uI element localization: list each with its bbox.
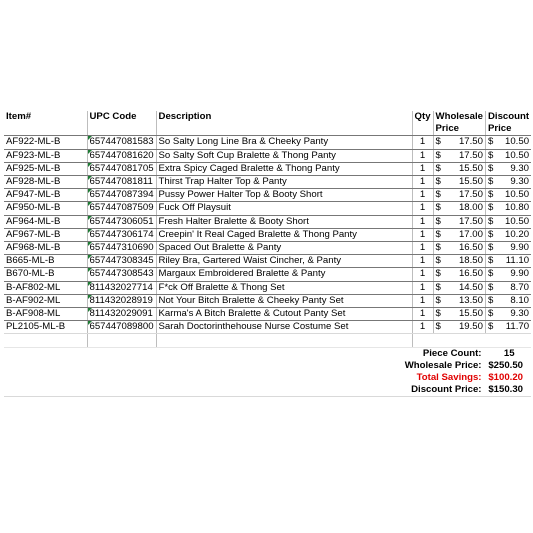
- upc-code: 657447308543: [87, 268, 156, 281]
- currency-symbol: $: [435, 281, 441, 293]
- discount-price: $ 11.10: [485, 255, 531, 268]
- item-qty: 1: [412, 202, 433, 215]
- table-row: [4, 281, 531, 294]
- item-qty: 1: [412, 228, 433, 241]
- discount-price: $ 10.50: [485, 136, 531, 149]
- table-row: [4, 268, 531, 281]
- table-row: [4, 149, 531, 162]
- currency-symbol: $: [435, 255, 441, 267]
- cell-marker-icon: [88, 321, 92, 325]
- header-qty: Qty: [412, 111, 433, 123]
- cell-marker-icon: [88, 202, 92, 206]
- table-row: [4, 136, 531, 149]
- currency-symbol: $: [435, 202, 441, 214]
- item-qty: 1: [412, 162, 433, 175]
- wholesale-price: $ 16.50: [433, 268, 485, 281]
- item-description: Spaced Out Bralette & Panty: [156, 242, 412, 255]
- summary-piece-count: [4, 347, 531, 360]
- wholesale-total-label: Wholesale Price:: [404, 359, 482, 371]
- item-description: Extra Spicy Caged Bralette & Thong Panty: [156, 162, 412, 175]
- item-qty: 1: [412, 189, 433, 202]
- item-number: B665-ML-B: [4, 255, 87, 268]
- item-description: So Salty Soft Cup Bralette & Thong Panty: [156, 149, 412, 162]
- header-discount-price: Price: [485, 123, 531, 136]
- currency-symbol: $: [435, 189, 441, 201]
- upc-code: 657447306051: [87, 215, 156, 228]
- currency-symbol: $: [435, 215, 441, 227]
- item-number: PL2105-ML-B: [4, 321, 87, 334]
- piece-count-value: 15: [503, 347, 515, 359]
- currency-symbol: $: [487, 255, 494, 267]
- blank-row: [4, 334, 531, 347]
- cell-marker-icon: [88, 229, 92, 233]
- item-qty: 1: [412, 281, 433, 294]
- item-description: Fresh Halter Bralette & Booty Short: [156, 215, 412, 228]
- discount-price: $ 9.30: [485, 176, 531, 189]
- table-row: [4, 321, 531, 334]
- piece-count-label: Piece Count:: [422, 347, 482, 359]
- upc-code: 811432027714: [87, 281, 156, 294]
- item-number: AF923-ML-B: [4, 149, 87, 162]
- currency-symbol: $: [487, 294, 494, 306]
- currency-symbol: $: [435, 321, 441, 333]
- wholesale-price: $ 15.50: [433, 308, 485, 321]
- item-description: Fuck Off Playsuit: [156, 202, 412, 215]
- table-row: [4, 162, 531, 175]
- currency-symbol: $: [435, 228, 441, 240]
- item-number: B-AF902-ML: [4, 294, 87, 307]
- table-row: [4, 176, 531, 189]
- wholesale-price: $ 17.50: [433, 189, 485, 202]
- currency-symbol: $: [435, 176, 441, 188]
- upc-code: 657447087394: [87, 189, 156, 202]
- item-description: F*ck Off Bralette & Thong Set: [156, 281, 412, 294]
- header-wholesale: Wholesale: [433, 111, 485, 123]
- currency-symbol: $: [487, 215, 494, 227]
- item-rows: [4, 136, 531, 334]
- item-number: AF928-ML-B: [4, 176, 87, 189]
- cell-marker-icon: [88, 308, 92, 312]
- table-row: [4, 215, 531, 228]
- header-item: Item#: [4, 111, 87, 123]
- item-description: Creepin' It Real Caged Bralette & Thong Panty: [156, 228, 412, 241]
- currency-symbol: $: [435, 268, 441, 280]
- upc-code: 811432029091: [87, 308, 156, 321]
- currency-symbol: $: [487, 308, 494, 320]
- currency-symbol: $: [487, 268, 494, 280]
- discount-price: $ 10.50: [485, 149, 531, 162]
- discount-price: $ 10.20: [485, 228, 531, 241]
- header-row-2: [4, 123, 531, 136]
- currency-symbol: $: [487, 228, 494, 240]
- upc-code: 657447087509: [87, 202, 156, 215]
- table-row: [4, 242, 531, 255]
- item-qty: 1: [412, 255, 433, 268]
- item-qty: 1: [412, 149, 433, 162]
- item-number: AF947-ML-B: [4, 189, 87, 202]
- item-number: AF968-ML-B: [4, 242, 87, 255]
- cell-marker-icon: [88, 163, 92, 167]
- item-number: B670-ML-B: [4, 268, 87, 281]
- spreadsheet: [4, 111, 531, 397]
- item-description: Riley Bra, Gartered Waist Cincher, & Panty: [156, 255, 412, 268]
- cell-marker-icon: [88, 282, 92, 286]
- item-description: Not Your Bitch Bralette & Cheeky Panty Set: [156, 294, 412, 307]
- item-qty: 1: [412, 136, 433, 149]
- currency-symbol: $: [435, 149, 441, 161]
- summary-wholesale: [4, 360, 531, 372]
- currency-symbol: $: [435, 308, 441, 320]
- table-row: [4, 202, 531, 215]
- wholesale-price: $ 17.50: [433, 136, 485, 149]
- currency-symbol: $: [487, 176, 494, 188]
- summary-savings: [4, 372, 531, 384]
- item-description: Pussy Power Halter Top & Booty Short: [156, 189, 412, 202]
- item-qty: 1: [412, 294, 433, 307]
- table-row: [4, 255, 531, 268]
- item-qty: 1: [412, 242, 433, 255]
- wholesale-price: $ 19.50: [433, 321, 485, 334]
- header-description: Description: [156, 111, 412, 123]
- discount-total-value: $150.30: [485, 384, 531, 397]
- cell-marker-icon: [88, 268, 92, 272]
- item-number: AF964-ML-B: [4, 215, 87, 228]
- item-qty: 1: [412, 321, 433, 334]
- cell-marker-icon: [88, 255, 92, 259]
- table-row: [4, 189, 531, 202]
- wholesale-price: $ 13.50: [433, 294, 485, 307]
- discount-price: $ 9.30: [485, 162, 531, 175]
- wholesale-price: $ 18.00: [433, 202, 485, 215]
- wholesale-total-value: $250.50: [488, 359, 524, 371]
- upc-code: 657447081620: [87, 149, 156, 162]
- item-number: AF950-ML-B: [4, 202, 87, 215]
- upc-code: 657447310690: [87, 242, 156, 255]
- currency-symbol: $: [487, 281, 494, 293]
- discount-price: $ 9.90: [485, 268, 531, 281]
- item-number: AF922-ML-B: [4, 136, 87, 149]
- currency-symbol: $: [435, 294, 441, 306]
- cell-marker-icon: [88, 150, 92, 154]
- discount-price: $ 10.50: [485, 189, 531, 202]
- wholesale-price: $ 15.50: [433, 176, 485, 189]
- item-number: B-AF802-ML: [4, 281, 87, 294]
- item-number: B-AF908-ML: [4, 308, 87, 321]
- cell-marker-icon: [88, 216, 92, 220]
- item-number: AF967-ML-B: [4, 228, 87, 241]
- upc-code: 657447308345: [87, 255, 156, 268]
- wholesale-price: $ 14.50: [433, 281, 485, 294]
- upc-code: 811432028919: [87, 294, 156, 307]
- upc-code: 657447081705: [87, 162, 156, 175]
- cell-marker-icon: [88, 242, 92, 246]
- currency-symbol: $: [435, 162, 441, 174]
- currency-symbol: $: [487, 136, 494, 148]
- cell-marker-icon: [88, 176, 92, 180]
- discount-total-label: Discount Price:: [4, 384, 485, 397]
- header-wholesale-price: Price: [433, 123, 485, 136]
- item-qty: 1: [412, 176, 433, 189]
- wholesale-price: $ 17.50: [433, 149, 485, 162]
- wholesale-price: $ 15.50: [433, 162, 485, 175]
- item-number: AF925-ML-B: [4, 162, 87, 175]
- item-description: Karma's A Bitch Bralette & Cutout Panty Set: [156, 308, 412, 321]
- item-description: Sarah Doctorinthehouse Nurse Costume Set: [156, 321, 412, 334]
- cell-marker-icon: [88, 295, 92, 299]
- savings-value: $100.20: [488, 372, 524, 384]
- upc-code: 657447306174: [87, 228, 156, 241]
- table-row: [4, 308, 531, 321]
- table-row: [4, 294, 531, 307]
- item-qty: 1: [412, 308, 433, 321]
- upc-code: 657447089800: [87, 321, 156, 334]
- upc-code: 657447081583: [87, 136, 156, 149]
- currency-symbol: $: [435, 242, 441, 254]
- discount-price: $ 10.50: [485, 215, 531, 228]
- savings-label: Total Savings:: [416, 372, 482, 384]
- item-qty: 1: [412, 268, 433, 281]
- header-upc: UPC Code: [87, 111, 156, 123]
- table-row: [4, 228, 531, 241]
- wholesale-price: $ 17.00: [433, 228, 485, 241]
- discount-price: $ 8.70: [485, 281, 531, 294]
- summary-discount: [4, 384, 531, 397]
- item-description: So Salty Long Line Bra & Cheeky Panty: [156, 136, 412, 149]
- wholesale-price: $ 16.50: [433, 242, 485, 255]
- order-table: [4, 111, 531, 397]
- currency-symbol: $: [487, 321, 494, 333]
- currency-symbol: $: [487, 189, 494, 201]
- currency-symbol: $: [487, 149, 494, 161]
- cell-marker-icon: [88, 189, 92, 193]
- header-row: [4, 111, 531, 123]
- wholesale-price: $ 18.50: [433, 255, 485, 268]
- discount-price: $ 11.70: [485, 321, 531, 334]
- currency-symbol: $: [435, 136, 441, 148]
- item-description: Margaux Embroidered Bralette & Panty: [156, 268, 412, 281]
- discount-price: $ 9.30: [485, 308, 531, 321]
- currency-symbol: $: [487, 202, 494, 214]
- discount-price: $ 9.90: [485, 242, 531, 255]
- currency-symbol: $: [487, 242, 494, 254]
- currency-symbol: $: [487, 162, 494, 174]
- item-description: Thirst Trap Halter Top & Panty: [156, 176, 412, 189]
- header-discount: Discount: [487, 111, 530, 122]
- discount-price: $ 8.10: [485, 294, 531, 307]
- item-qty: 1: [412, 215, 433, 228]
- upc-code: 657447081811: [87, 176, 156, 189]
- cell-marker-icon: [88, 136, 92, 140]
- summary-section: [4, 334, 531, 397]
- wholesale-price: $ 17.50: [433, 215, 485, 228]
- discount-price: $ 10.80: [485, 202, 531, 215]
